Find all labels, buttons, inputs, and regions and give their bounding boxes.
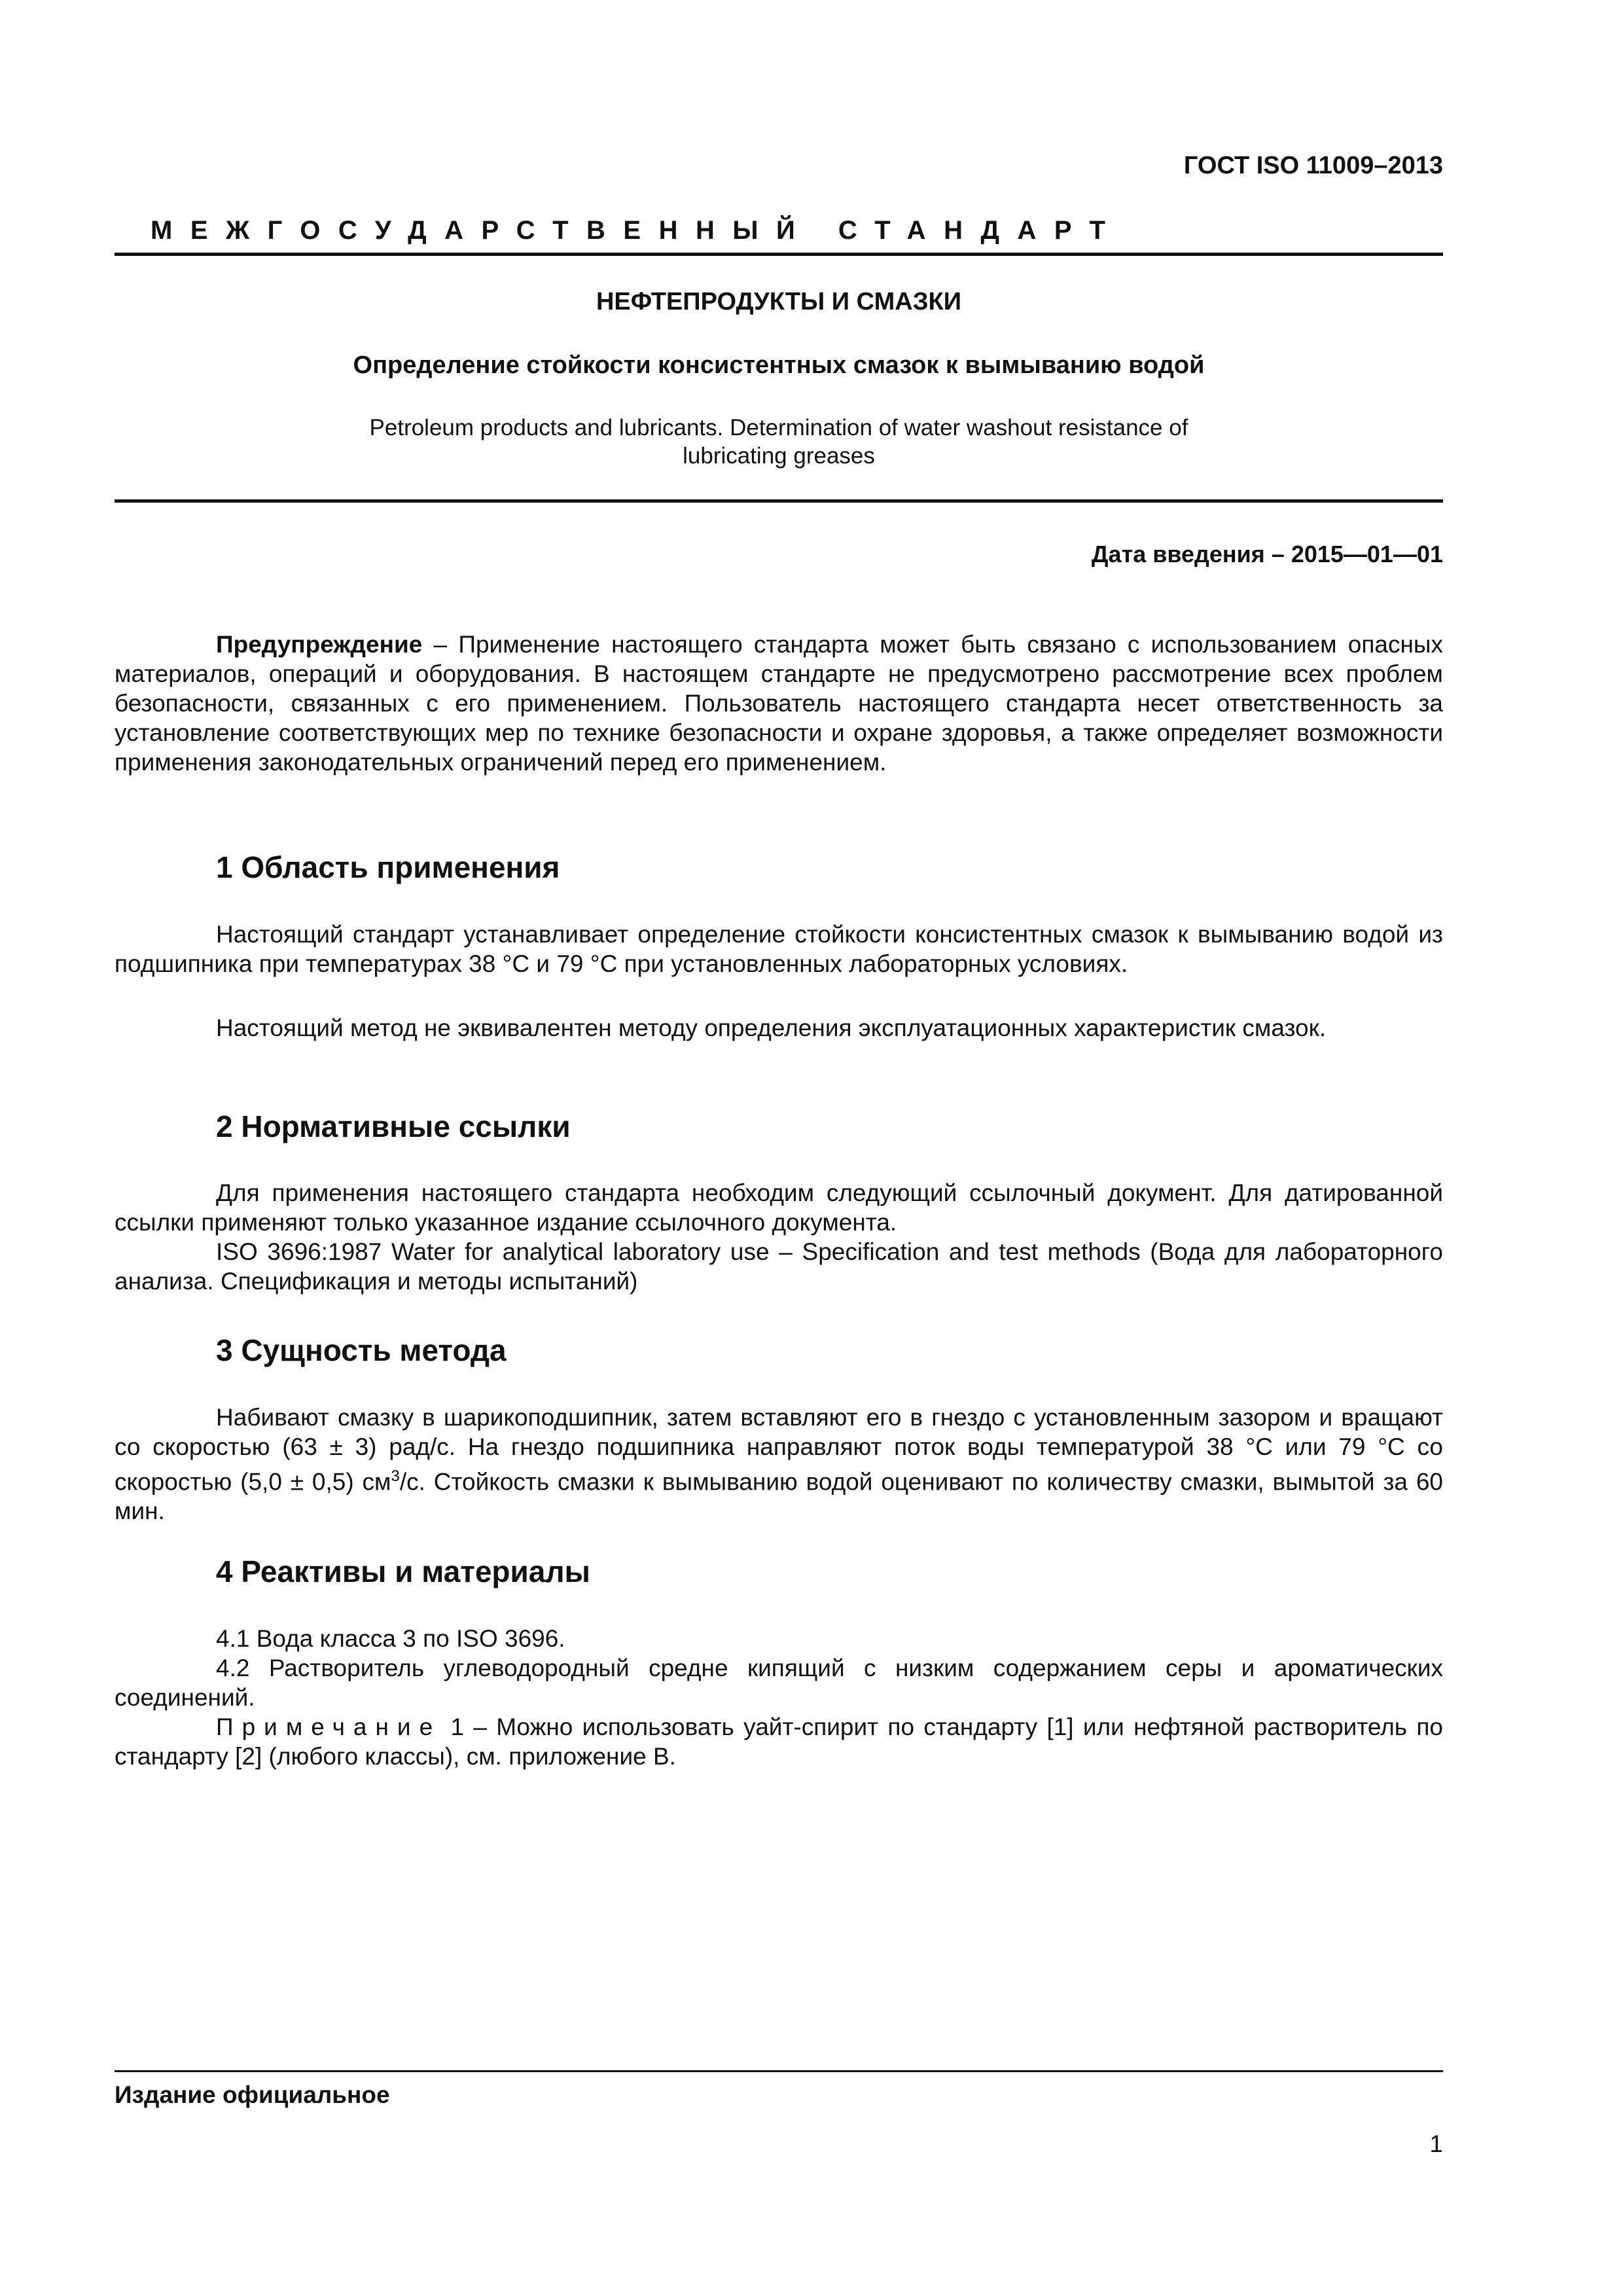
- warning-paragraph: [115, 630, 1443, 777]
- reagents-item-4-1: 4.1 Вода класса 3 по ISO 3696.: [216, 1625, 565, 1652]
- footer-divider: [115, 2070, 1443, 2072]
- method-paragraph: Набивают смазку в шарикоподшипник, затем вставляют его в гнездо с установленным зазором и вращают со скоростью (63 ± 3) рад/с. На гнездо подшипника направляют поток воды температурой 38 °С или 79 °С со скоростью (5,0 ± 0,5) $см^3/с$. Стойкость смазки к вымыванию водой оценивают по количеству смазки, вымытой за 60 мин.: [115, 1404, 1443, 1525]
- reagents-note: [115, 1712, 1443, 1771]
- note-text: 1 – Можно использовать уайт-спирит по стандарту [1] или нефтяной растворитель по стандарту [2] (любого классы), см. приложение В.: [115, 1713, 1443, 1770]
- english-title-line-2: lubricating greases: [683, 443, 875, 469]
- document-subtitle: Определение стойкости консистентных смазок к вымыванию водой: [353, 351, 1205, 379]
- references-paragraph-2: ISO 3696:1987 Water for analytical laboratory use – Specification and test methods (Вода для лабораторного анализа. Спецификация и методы испытаний): [115, 1238, 1443, 1295]
- document-code: ГОСТ ISO 11009–2013: [1183, 152, 1443, 179]
- section-heading-scope: 1 Область применения: [216, 850, 560, 884]
- english-title: [115, 414, 1443, 470]
- reagents-item-4-2: 4.2 Растворитель углеводородный средне кипящий с низким содержанием серы и ароматических соединений.: [115, 1655, 1443, 1711]
- document-page: [115, 0, 1443, 2296]
- page-number: 1: [1429, 2130, 1443, 2157]
- references-paragraph-1: Для применения настоящего стандарта необходим следующий ссылочный документ. Для датированной ссылки применяют только указанное издание ссылочного документа.: [115, 1179, 1443, 1236]
- interstate-standard-label: МЕЖГОСУДАРСТВЕННЫЙ СТАНДАРТ: [151, 216, 1124, 245]
- superscript-3: 3: [391, 1467, 400, 1485]
- header-divider: [115, 253, 1443, 256]
- scope-paragraph-2: Настоящий метод не эквивалентен методу определения эксплуатационных характеристик смазок.: [216, 1014, 1327, 1041]
- section-heading-method: 3 Сущность метода: [216, 1333, 507, 1367]
- document-title: НЕФТЕПРОДУКТЫ И СМАЗКИ: [596, 288, 962, 315]
- warning-text: – Применение настоящего стандарта может быть связано с использованием опасных материалов, операций и оборудования. В настоящем стандарте не предусмотрено рассмотрение всех проблем безопасности, связанных с его применением. Пользователь настоящего стандарта несет ответственность за установление соответствующих мер по технике безопасности и охране здоровья, а также определяет возможности применения законодательных ограничений перед его применением.: [115, 631, 1443, 776]
- section-heading-reagents: 4 Реактивы и материалы: [216, 1554, 590, 1588]
- note-label: Примечание: [216, 1713, 442, 1740]
- scope-paragraph-1: Настоящий стандарт устанавливает определение стойкости консистентных смазок к вымыванию водой из подшипника при температурах 38 °С и 79 °С при установленных лабораторных условиях.: [115, 921, 1443, 977]
- english-title-line-1: Petroleum products and lubricants. Determination of water washout resistance of: [369, 415, 1188, 440]
- official-edition-label: Издание официальное: [115, 2081, 390, 2108]
- title-divider: [115, 499, 1443, 503]
- section-heading-references: 2 Нормативные ссылки: [216, 1109, 571, 1143]
- introduction-date: Дата введения – 2015—01—01: [1091, 541, 1443, 567]
- warning-label: Предупреждение: [216, 631, 423, 658]
